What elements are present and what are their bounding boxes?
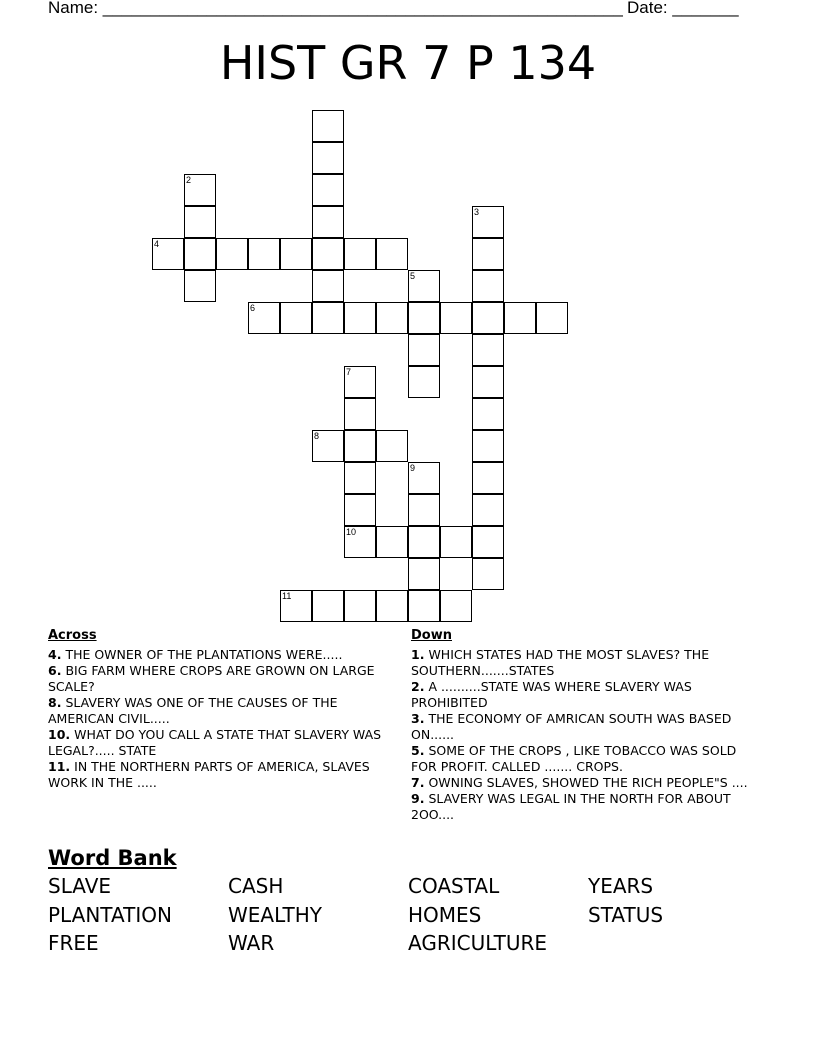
crossword-cell[interactable] (472, 558, 504, 590)
crossword-cell[interactable] (472, 334, 504, 366)
crossword-cell[interactable] (152, 238, 184, 270)
down-clue-list (411, 647, 761, 823)
cell-number: 4 (154, 239, 160, 249)
clue-text: WHAT DO YOU CALL A STATE THAT SLAVERY WAS LEGAL?..... STATE (48, 727, 382, 758)
crossword-cell[interactable] (408, 590, 440, 622)
crossword-cell[interactable] (472, 206, 504, 238)
clue-number: 3. (411, 711, 425, 726)
crossword-cell[interactable] (184, 206, 216, 238)
crossword-cell[interactable] (312, 302, 344, 334)
crossword-cell[interactable] (472, 366, 504, 398)
crossword-cell[interactable] (408, 270, 440, 302)
cell-number: 8 (314, 431, 320, 441)
crossword-cell[interactable] (280, 238, 312, 270)
crossword-cell[interactable] (184, 270, 216, 302)
clue-item (411, 743, 761, 775)
down-heading: Down (411, 628, 452, 643)
crossword-cell[interactable] (440, 526, 472, 558)
crossword-cell[interactable] (344, 238, 376, 270)
crossword-cell[interactable] (280, 590, 312, 622)
crossword-cell[interactable] (312, 142, 344, 174)
clue-number: 1. (411, 647, 425, 662)
clue-text: SLAVERY WAS ONE OF THE CAUSES OF THE AMERICAN CIVIL..... (48, 695, 338, 726)
crossword-cell[interactable] (344, 430, 376, 462)
crossword-cell[interactable] (248, 302, 280, 334)
word-bank-word: CASH (228, 874, 284, 898)
cell-number: 9 (410, 463, 416, 473)
clue-item (48, 647, 398, 663)
word-bank-word: AGRICULTURE (408, 931, 548, 955)
clue-text: A ..........STATE WAS WHERE SLAVERY WAS PROHIBITED (411, 679, 692, 710)
crossword-cell[interactable] (280, 302, 312, 334)
clue-text: SOME OF THE CROPS , LIKE TOBACCO WAS SOLD FOR PROFIT. CALLED ....... CROPS. (411, 743, 737, 774)
clue-text: BIG FARM WHERE CROPS ARE GROWN ON LARGE SCALE? (48, 663, 375, 694)
clue-number: 8. (48, 695, 62, 710)
crossword-cell[interactable] (408, 302, 440, 334)
crossword-cell[interactable] (472, 462, 504, 494)
crossword-cell[interactable] (376, 526, 408, 558)
crossword-cell[interactable] (248, 238, 280, 270)
clue-text: SLAVERY WAS LEGAL IN THE NORTH FOR ABOUT 2OO.... (411, 791, 731, 822)
name-field-label: Name: _______________________________________________________ (48, 0, 623, 17)
crossword-cell[interactable] (376, 590, 408, 622)
clue-number: 11. (48, 759, 71, 774)
cell-number: 5 (410, 271, 416, 281)
date-field-label: Date: _______ (627, 0, 739, 17)
word-bank-word: YEARS (588, 874, 654, 898)
word-bank-word: COASTAL (408, 874, 500, 898)
word-bank-word: FREE (48, 931, 99, 955)
across-heading: Across (48, 628, 97, 643)
across-clue-list (48, 647, 398, 791)
crossword-cell[interactable] (408, 462, 440, 494)
crossword-cell[interactable] (344, 398, 376, 430)
clue-number: 5. (411, 743, 425, 758)
crossword-cell[interactable] (408, 366, 440, 398)
word-bank-word: SLAVE (48, 874, 112, 898)
crossword-cell[interactable] (472, 430, 504, 462)
clue-number: 9. (411, 791, 425, 806)
crossword-cell[interactable] (376, 302, 408, 334)
crossword-cell[interactable] (376, 430, 408, 462)
crossword-cell[interactable] (472, 494, 504, 526)
clue-item (411, 711, 761, 743)
crossword-cell[interactable] (344, 590, 376, 622)
word-bank-word: PLANTATION (48, 902, 172, 927)
crossword-cell[interactable] (408, 334, 440, 366)
crossword-cell[interactable] (472, 238, 504, 270)
crossword-cell[interactable] (344, 366, 376, 398)
word-bank-word: WAR (228, 931, 275, 955)
crossword-cell[interactable] (344, 302, 376, 334)
crossword-cell[interactable] (472, 526, 504, 558)
word-bank (48, 844, 768, 958)
crossword-cell[interactable] (472, 398, 504, 430)
crossword-cell[interactable] (216, 238, 248, 270)
clue-item (48, 727, 398, 759)
clue-item (411, 775, 761, 791)
clue-text: IN THE NORTHERN PARTS OF AMERICA, SLAVES WORK IN THE ..... (48, 759, 370, 790)
crossword-cell[interactable] (344, 526, 376, 558)
cell-number: 10 (346, 527, 357, 537)
crossword-cell[interactable] (344, 494, 376, 526)
clue-number: 4. (48, 647, 62, 662)
clue-item (411, 791, 761, 823)
cell-number: 3 (474, 207, 480, 217)
crossword-cell[interactable] (312, 174, 344, 206)
crossword-cell[interactable] (408, 494, 440, 526)
crossword-cell[interactable] (504, 302, 536, 334)
cell-number: 7 (346, 367, 352, 377)
word-bank-word: STATUS (588, 902, 664, 927)
crossword-cell[interactable] (312, 270, 344, 302)
cell-number: 11 (282, 591, 292, 601)
word-bank-word: HOMES (408, 902, 482, 927)
clue-item (411, 647, 761, 679)
down-clues (411, 628, 761, 823)
clue-number: 2. (411, 679, 425, 694)
word-bank-word: WEALTHY (228, 902, 322, 927)
crossword-cell[interactable] (184, 174, 216, 206)
clue-item (48, 663, 398, 695)
clue-text: WHICH STATES HAD THE MOST SLAVES? THE SOUTHERN.......STATES (411, 647, 710, 678)
crossword-cell[interactable] (408, 526, 440, 558)
across-clues (48, 628, 398, 791)
word-bank-list (48, 872, 768, 958)
crossword-cell[interactable] (344, 462, 376, 494)
clue-number: 7. (411, 775, 425, 790)
crossword-cell[interactable] (408, 558, 440, 590)
clue-text: THE OWNER OF THE PLANTATIONS WERE..... (65, 647, 343, 662)
clue-item (48, 759, 398, 791)
clue-text: OWNING SLAVES, SHOWED THE RICH PEOPLE"S .... (428, 775, 748, 790)
crossword-cell[interactable] (312, 590, 344, 622)
crossword-cell[interactable] (376, 238, 408, 270)
clue-number: 6. (48, 663, 62, 678)
word-bank-title: Word Bank (48, 846, 177, 870)
crossword-cell[interactable] (536, 302, 568, 334)
clue-item (48, 695, 398, 727)
crossword-cell[interactable] (472, 270, 504, 302)
crossword-cell[interactable] (312, 238, 344, 270)
page-title: HIST GR 7 P 134 (219, 36, 597, 90)
crossword-cell[interactable] (184, 238, 216, 270)
crossword-cell[interactable] (312, 110, 344, 142)
crossword-cell[interactable] (312, 206, 344, 238)
crossword-cell[interactable] (472, 302, 504, 334)
cell-number: 2 (186, 175, 192, 185)
crossword-cell[interactable] (312, 430, 344, 462)
clue-item (411, 679, 761, 711)
clue-text: THE ECONOMY OF AMRICAN SOUTH WAS BASED ON...... (411, 711, 732, 742)
cell-number: 6 (250, 303, 256, 313)
crossword-cell[interactable] (440, 302, 472, 334)
clue-number: 10. (48, 727, 71, 742)
crossword-cell[interactable] (440, 590, 472, 622)
